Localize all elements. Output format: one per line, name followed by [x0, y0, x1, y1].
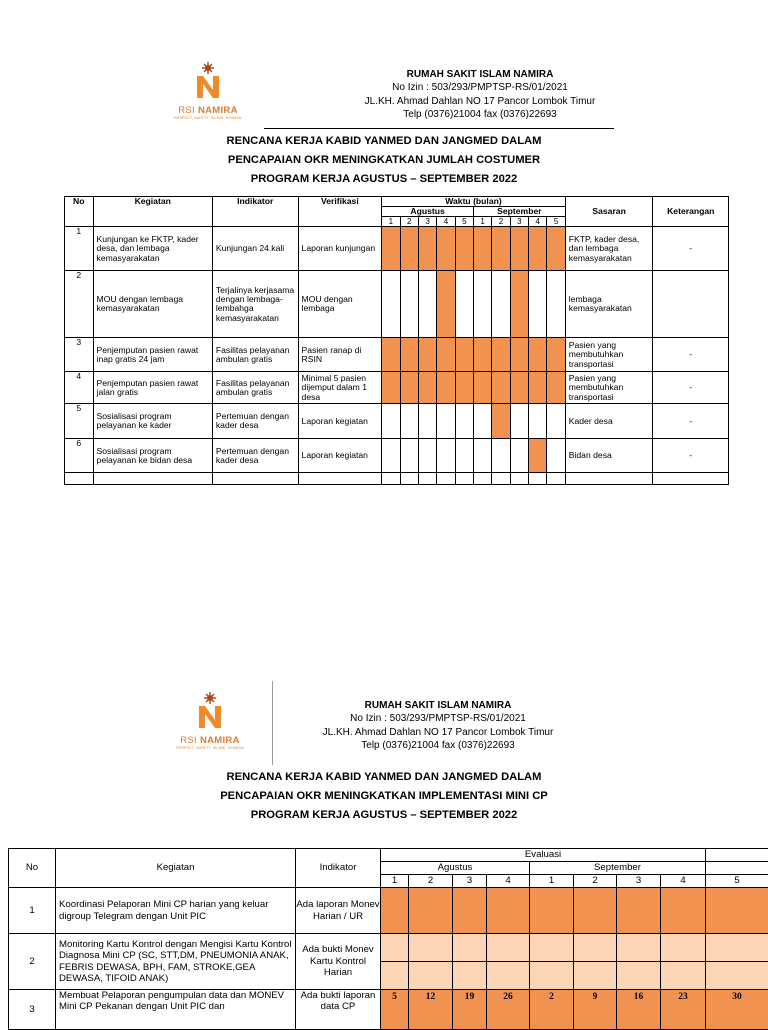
week-cell — [510, 439, 528, 473]
logo-name: RSI NAMIRA — [160, 105, 256, 116]
header-indikator: Indikator — [212, 197, 298, 227]
scheduled-week-cell — [437, 372, 455, 404]
table-row — [65, 439, 729, 473]
hospital-name: RUMAH SAKIT ISLAM NAMIRA — [270, 68, 690, 81]
header-verifikasi: Verifikasi — [298, 197, 382, 227]
scheduled-week-cell — [661, 962, 706, 990]
logo-tagline: RESPECT, SAFETY, ISLAMI, NYAMAN — [160, 116, 256, 120]
week-header: 1 — [382, 217, 400, 227]
hospital-name: RUMAH SAKIT ISLAM NAMIRA — [228, 699, 648, 712]
week-header: 5 — [547, 217, 565, 227]
scheduled-week-cell — [510, 372, 528, 404]
empty-cell — [65, 473, 94, 485]
empty-cell — [298, 473, 382, 485]
row-number: 5 — [65, 404, 94, 439]
week-header: 3 — [418, 217, 436, 227]
title-block — [0, 132, 768, 189]
scheduled-week-cell — [492, 372, 510, 404]
indikator-cell: Fasilitas pelayanan ambulan gratis — [212, 372, 298, 404]
header-september: September — [530, 862, 706, 875]
scheduled-week-cell — [487, 962, 530, 990]
scheduled-week-cell — [381, 962, 409, 990]
keterangan-cell — [653, 271, 729, 338]
scheduled-week-cell — [530, 888, 574, 934]
scheduled-week-cell — [455, 372, 473, 404]
week-header: 4 — [529, 217, 547, 227]
scheduled-week-cell — [706, 962, 768, 990]
scheduled-week-cell — [530, 962, 574, 990]
week-cell — [418, 439, 436, 473]
scheduled-week-cell — [453, 962, 487, 990]
header-blank — [706, 862, 768, 875]
scheduled-week-cell — [547, 338, 565, 372]
kegiatan-cell: Kunjungan ke FKTP, kader desa, dan lembaga kemasyarakatan — [93, 227, 212, 271]
empty-cell — [529, 473, 547, 485]
title-block-2 — [0, 768, 768, 825]
scheduled-week-cell — [473, 227, 491, 271]
week-cell — [455, 439, 473, 473]
verifikasi-cell: Laporan kegiatan — [298, 404, 382, 439]
sasaran-cell: Pasien yang membutuhkan transportasi — [565, 372, 653, 404]
week-cell — [455, 271, 473, 338]
scheduled-week-cell — [661, 934, 706, 962]
week-cell — [547, 439, 565, 473]
scheduled-week-cell — [529, 338, 547, 372]
header-sasaran: Sasaran — [565, 197, 653, 227]
scheduled-week-cell — [418, 372, 436, 404]
scheduled-week-cell — [529, 439, 547, 473]
scheduled-week-cell — [574, 888, 617, 934]
sasaran-cell: lembaga kemasyarakatan — [565, 271, 653, 338]
scheduled-week-cell — [381, 934, 409, 962]
scheduled-week-cell — [418, 338, 436, 372]
scheduled-week-cell — [400, 227, 418, 271]
letterhead-2 — [228, 699, 648, 752]
header-blank — [706, 849, 768, 862]
empty-cell — [653, 473, 729, 485]
date-cell: 16 — [617, 990, 661, 1030]
scheduled-week-cell — [453, 888, 487, 934]
scheduled-week-cell — [382, 227, 400, 271]
scheduled-week-cell — [455, 338, 473, 372]
verifikasi-cell: Laporan kegiatan — [298, 439, 382, 473]
empty-cell — [510, 473, 528, 485]
scheduled-week-cell — [492, 338, 510, 372]
table-row — [65, 338, 729, 372]
scheduled-week-cell — [574, 934, 617, 962]
kegiatan-cell: Koordinasi Pelaporan Mini CP harian yang keluar digroup Telegram dengan Unit PIC — [56, 888, 296, 934]
week-header: 1 — [381, 875, 409, 888]
week-header: 3 — [617, 875, 661, 888]
week-cell — [529, 404, 547, 439]
verifikasi-cell: Minimal 5 pasien dijemput dalam 1 desa — [298, 372, 382, 404]
keterangan-cell: - — [653, 404, 729, 439]
letterhead — [270, 68, 690, 121]
week-header: 4 — [487, 875, 530, 888]
row-number: 3 — [9, 990, 56, 1030]
week-header: 2 — [574, 875, 617, 888]
scheduled-week-cell — [409, 934, 453, 962]
keterangan-cell: - — [653, 439, 729, 473]
scheduled-week-cell — [453, 934, 487, 962]
title-line-2: PENCAPAIAN OKR MENINGKATKAN IMPLEMENTASI MINI CP — [0, 787, 768, 806]
scheduled-week-cell — [473, 372, 491, 404]
phone: Telp (0376)21004 fax (0376)22693 — [270, 108, 690, 121]
week-header: 3 — [453, 875, 487, 888]
table-row — [65, 227, 729, 271]
week-header: 4 — [437, 217, 455, 227]
scheduled-week-cell — [455, 227, 473, 271]
week-header: 1 — [530, 875, 574, 888]
title-line-3: PROGRAM KERJA AGUSTUS – SEPTEMBER 2022 — [0, 806, 768, 825]
empty-cell — [437, 473, 455, 485]
scheduled-week-cell — [400, 372, 418, 404]
kegiatan-cell: MOU dengan lembaga kemasyarakatan — [93, 271, 212, 338]
table-row — [65, 271, 729, 338]
week-cell — [382, 404, 400, 439]
date-cell: 9 — [574, 990, 617, 1030]
sasaran-cell: Pasien yang membutuhkan transportasi — [565, 338, 653, 372]
scheduled-week-cell — [492, 227, 510, 271]
week-cell — [382, 439, 400, 473]
namira-logo-icon — [193, 60, 223, 100]
title-line-1: RENCANA KERJA KABID YANMED DAN JANGMED DALAM — [0, 768, 768, 787]
scheduled-week-cell — [617, 888, 661, 934]
address: JL.KH. Ahmad Dahlan NO 17 Pancor Lombok Timur — [228, 726, 648, 739]
scheduled-week-cell — [409, 962, 453, 990]
scheduled-week-cell — [529, 372, 547, 404]
empty-cell — [418, 473, 436, 485]
empty-cell — [492, 473, 510, 485]
empty-cell — [212, 473, 298, 485]
week-header: 2 — [409, 875, 453, 888]
kegiatan-cell: Membuat Pelaporan pengumpulan data dan MONEV Mini CP Pekanan dengan Unit PIC dan — [56, 990, 296, 1030]
empty-row — [65, 473, 729, 485]
week-cell — [455, 404, 473, 439]
license-number: No Izin : 503/293/PMPTSP-RS/01/2021 — [270, 81, 690, 94]
header-no: No — [65, 197, 94, 227]
date-cell: 26 — [487, 990, 530, 1030]
indikator-cell: Fasilitas pelayanan ambulan gratis — [212, 338, 298, 372]
kegiatan-cell: Sosialisasi program pelayanan ke bidan desa — [93, 439, 212, 473]
header-kegiatan: Kegiatan — [56, 849, 296, 888]
verifikasi-cell: Pasien ranap di RSIN — [298, 338, 382, 372]
kegiatan-cell: Monitoring Kartu Kontrol dengan Mengisi Kartu Kontrol Diagnosa Mini CP (SC, STT,DM, PNEUMONIA ANAK, FEBRIS DEWASA, BPH, FAM, STROKE,GEA DEWASA, TIFOID ANAK) — [56, 934, 296, 990]
sasaran-cell: Bidan desa — [565, 439, 653, 473]
verifikasi-cell: MOU dengan lembaga — [298, 271, 382, 338]
indikator-cell: Terjalinya kerjasama dengan lembaga-lembahga kemasyarakatan — [212, 271, 298, 338]
scheduled-week-cell — [400, 338, 418, 372]
scheduled-week-cell — [510, 227, 528, 271]
title-line-3: PROGRAM KERJA AGUSTUS – SEPTEMBER 2022 — [0, 170, 768, 189]
date-cell: 12 — [409, 990, 453, 1030]
mini-cp-table — [8, 848, 768, 1030]
date-cell: 30 — [706, 990, 768, 1030]
row-number: 1 — [9, 888, 56, 934]
keterangan-cell: - — [653, 227, 729, 271]
scheduled-week-cell — [437, 227, 455, 271]
week-header: 1 — [473, 217, 491, 227]
header-evaluasi: Evaluasi — [381, 849, 706, 862]
indikator-cell: Ada laporan Monev Harian / UR — [296, 888, 381, 934]
week-header: 2 — [492, 217, 510, 227]
title-line-1: RENCANA KERJA KABID YANMED DAN JANGMED DALAM — [0, 132, 768, 151]
empty-cell — [565, 473, 653, 485]
week-cell — [400, 271, 418, 338]
indikator-cell: Pertemuan dengan kader desa — [212, 404, 298, 439]
date-cell: 5 — [381, 990, 409, 1030]
week-cell — [382, 271, 400, 338]
scheduled-week-cell — [492, 404, 510, 439]
week-cell — [437, 404, 455, 439]
empty-cell — [455, 473, 473, 485]
week-cell — [473, 271, 491, 338]
phone: Telp (0376)21004 fax (0376)22693 — [228, 739, 648, 752]
scheduled-week-cell — [409, 888, 453, 934]
date-cell: 23 — [661, 990, 706, 1030]
week-cell — [437, 439, 455, 473]
scheduled-week-cell — [547, 372, 565, 404]
scheduled-week-cell — [617, 962, 661, 990]
header-indikator: Indikator — [296, 849, 381, 888]
scheduled-week-cell — [617, 934, 661, 962]
scheduled-week-cell — [530, 934, 574, 962]
sasaran-cell: Kader desa — [565, 404, 653, 439]
letterhead-divider — [264, 128, 614, 129]
keterangan-cell: - — [653, 338, 729, 372]
row-number: 4 — [65, 372, 94, 404]
empty-cell — [93, 473, 212, 485]
header-agustus: Agustus — [382, 207, 474, 217]
week-cell — [547, 404, 565, 439]
week-cell — [473, 404, 491, 439]
row-number: 2 — [9, 934, 56, 990]
week-cell — [547, 271, 565, 338]
week-header: 2 — [400, 217, 418, 227]
table-row — [9, 888, 768, 934]
scheduled-week-cell — [437, 271, 455, 338]
header-kegiatan: Kegiatan — [93, 197, 212, 227]
scheduled-week-cell — [529, 227, 547, 271]
empty-cell — [382, 473, 400, 485]
indikator-cell: Ada bukti laporan data CP — [296, 990, 381, 1030]
week-cell — [492, 439, 510, 473]
week-cell — [418, 404, 436, 439]
logo-tagline: RESPECT, SAFETY, ISLAMI, NYAMAN — [162, 746, 258, 750]
table-row — [65, 404, 729, 439]
scheduled-week-cell — [382, 372, 400, 404]
week-cell — [492, 271, 510, 338]
title-line-2: PENCAPAIAN OKR MENINGKATKAN JUMLAH COSTUMER — [0, 151, 768, 170]
scheduled-week-cell — [574, 962, 617, 990]
header-waktu: Waktu (bulan) — [382, 197, 566, 207]
week-header: 5 — [706, 875, 768, 888]
row-number: 6 — [65, 439, 94, 473]
indikator-cell: Pertemuan dengan kader desa — [212, 439, 298, 473]
week-cell — [400, 404, 418, 439]
scheduled-week-cell — [487, 888, 530, 934]
verifikasi-cell: Laporan kunjungan — [298, 227, 382, 271]
scheduled-week-cell — [510, 271, 528, 338]
kegiatan-cell: Penjemputan pasien rawat jalan gratis — [93, 372, 212, 404]
address: JL.KH. Ahmad Dahlan NO 17 Pancor Lombok Timur — [270, 95, 690, 108]
empty-cell — [473, 473, 491, 485]
logo-name: RSI NAMIRA — [162, 735, 258, 746]
week-cell — [510, 404, 528, 439]
week-cell — [529, 271, 547, 338]
hospital-logo — [160, 54, 256, 130]
scheduled-week-cell — [706, 888, 768, 934]
scheduled-week-cell — [418, 227, 436, 271]
date-cell: 19 — [453, 990, 487, 1030]
indikator-cell: Ada bukti Monev Kartu Kontrol Harian — [296, 934, 381, 990]
table-row — [65, 372, 729, 404]
kegiatan-cell: Sosialisasi program pelayanan ke kader — [93, 404, 212, 439]
empty-cell — [547, 473, 565, 485]
week-header: 3 — [510, 217, 528, 227]
table-row — [9, 934, 768, 962]
sasaran-cell: FKTP, kader desa, dan lembaga kemasyarakatan — [565, 227, 653, 271]
week-cell — [400, 439, 418, 473]
week-header: 4 — [661, 875, 706, 888]
scheduled-week-cell — [706, 934, 768, 962]
empty-cell — [400, 473, 418, 485]
indikator-cell: Kunjungan 24.kali — [212, 227, 298, 271]
namira-logo-icon — [195, 690, 225, 730]
scheduled-week-cell — [547, 227, 565, 271]
header-keterangan: Keterangan — [653, 197, 729, 227]
week-cell — [418, 271, 436, 338]
scheduled-week-cell — [510, 338, 528, 372]
license-number: No Izin : 503/293/PMPTSP-RS/01/2021 — [228, 712, 648, 725]
header-no: No — [9, 849, 56, 888]
scheduled-week-cell — [437, 338, 455, 372]
scheduled-week-cell — [661, 888, 706, 934]
row-number: 3 — [65, 338, 94, 372]
scheduled-week-cell — [473, 338, 491, 372]
keterangan-cell: - — [653, 372, 729, 404]
week-cell — [473, 439, 491, 473]
row-number: 2 — [65, 271, 94, 338]
work-plan-table — [64, 196, 729, 485]
scheduled-week-cell — [487, 934, 530, 962]
header-agustus: Agustus — [381, 862, 530, 875]
kegiatan-cell: Penjemputan pasien rawat inap gratis 24 jam — [93, 338, 212, 372]
week-header: 5 — [455, 217, 473, 227]
scheduled-week-cell — [382, 338, 400, 372]
header-september: September — [473, 207, 565, 217]
date-cell: 2 — [530, 990, 574, 1030]
row-number: 1 — [65, 227, 94, 271]
scheduled-week-cell — [381, 888, 409, 934]
